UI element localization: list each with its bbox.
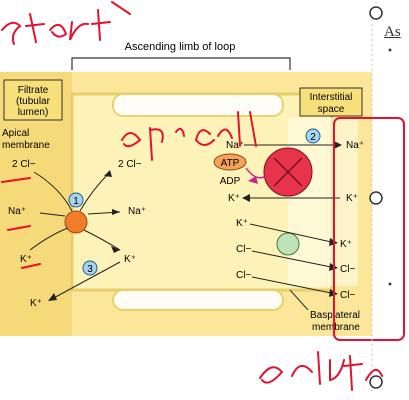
resize-handle-top[interactable] xyxy=(370,7,382,19)
interstitial-line1: Interstitial xyxy=(309,92,353,103)
annotation-start-strokes xyxy=(2,2,130,44)
pump-k-out: K⁺ xyxy=(346,193,358,204)
ion-k-bottom: K⁺ xyxy=(30,298,42,309)
header-label: Ascending limb of loop xyxy=(124,41,236,53)
pump-na-out: Na⁺ xyxy=(346,140,365,151)
pump-k-in: K⁺ xyxy=(228,193,240,204)
ion-na-mid: Na⁺ xyxy=(128,206,147,217)
cl-out1: Cl− xyxy=(340,264,356,275)
cl-out2: Cl− xyxy=(340,290,356,301)
side-panel-text: As xyxy=(384,24,401,40)
apical-line1: Apical xyxy=(2,128,30,139)
filtrate-line1: Filtrate xyxy=(17,85,49,96)
resize-handle-bottom[interactable] xyxy=(370,376,382,388)
svg-text:2: 2 xyxy=(310,132,316,143)
k-ch-out: K⁺ xyxy=(340,239,352,250)
cell-junction xyxy=(113,94,283,116)
ion-k-left: K⁺ xyxy=(20,254,32,265)
cell-junction-bottom xyxy=(113,290,283,310)
resize-handle-mid[interactable] xyxy=(370,192,382,204)
k-cl-channel xyxy=(277,233,299,255)
interstitial-line2: space xyxy=(317,104,345,115)
ion-2cl-left: 2 Cl− xyxy=(12,159,36,170)
k-ch-in: K⁺ xyxy=(236,218,248,229)
filtrate-line2: (tubular xyxy=(16,96,50,107)
filtrate-line3: lumen) xyxy=(17,107,49,118)
svg-text:1: 1 xyxy=(73,196,79,207)
ion-2cl-mid: 2 Cl− xyxy=(118,159,142,170)
svg-text:3: 3 xyxy=(87,264,93,275)
basolateral-line2: membrane xyxy=(312,322,360,333)
basolateral-line1: Basplateral xyxy=(310,310,361,321)
cl-in2: Cl− xyxy=(236,270,252,281)
bullet-2 xyxy=(389,283,392,286)
bullet-1 xyxy=(389,49,392,52)
apical-line2: membrane xyxy=(2,140,50,151)
ion-na-left: Na⁺ xyxy=(8,206,27,217)
symporter xyxy=(65,211,87,233)
pump-na-in: Na⁺ xyxy=(226,140,245,151)
annotation-solute-strokes xyxy=(260,352,382,390)
cl-in1: Cl− xyxy=(236,244,252,255)
ion-k-mid: K⁺ xyxy=(124,254,136,265)
adp-label: ADP xyxy=(219,176,241,187)
atp-label: ATP xyxy=(220,158,240,169)
header-bracket xyxy=(72,58,290,70)
